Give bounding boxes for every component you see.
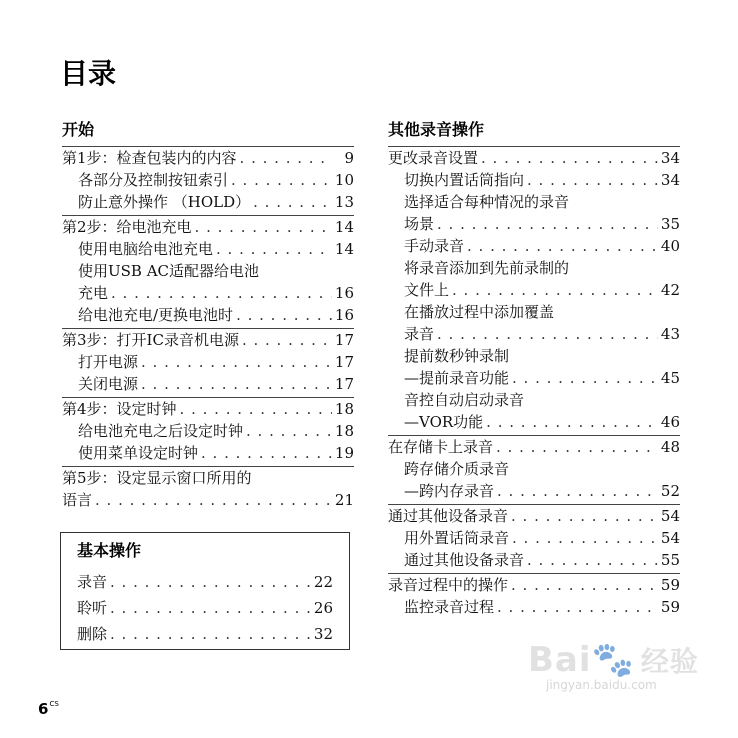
toc-group [388, 505, 680, 573]
toc-entry [62, 398, 354, 420]
toc-entry-title: 场景 [404, 215, 435, 233]
toc-left-column [62, 118, 354, 513]
toc-leader-dots [497, 596, 658, 618]
toc-entry-page: 45 [660, 369, 680, 387]
toc-entry-title: 音控自动启动录音 [404, 391, 525, 409]
toc-entry-title: 在播放过程中添加覆盖 [404, 303, 555, 321]
toc-entry-title: 更改录音设置 [388, 149, 479, 167]
toc-entry-page: 14 [334, 218, 354, 236]
toc-entry-page: 40 [660, 237, 680, 255]
toc-entry-page: 9 [344, 149, 354, 167]
toc-entry [388, 596, 680, 618]
toc-leader-dots [231, 169, 332, 191]
toc-entry [388, 213, 680, 235]
toc-leader-dots [437, 213, 658, 235]
toc-entry [388, 574, 680, 596]
toc-entry-page: 16 [334, 284, 354, 302]
toc-entry-page: 59 [660, 598, 680, 616]
toc-entry-page: 59 [660, 576, 680, 594]
toc-leader-dots [511, 574, 658, 596]
toc-leader-dots [110, 569, 311, 595]
toc-group-list [77, 569, 333, 647]
toc-entry [62, 329, 354, 351]
toc-entry [388, 323, 680, 345]
toc-entry [77, 595, 333, 621]
baidu-logo-cn: 经验 [640, 645, 699, 678]
toc-entry [388, 505, 680, 527]
toc-leader-dots [481, 147, 658, 169]
section-heading-basic: 基本操作 [77, 541, 142, 560]
toc-entry-page: 16 [334, 306, 354, 324]
toc-entry [388, 389, 680, 411]
toc-entry-title: 关闭电源 [78, 375, 139, 393]
toc-entry [62, 373, 354, 395]
toc-entry [388, 345, 680, 367]
toc-entry-title: 选择适合每种情况的录音 [404, 193, 570, 211]
toc-entry [62, 147, 354, 169]
page-number [38, 700, 59, 718]
toc-entry [388, 279, 680, 301]
toc-entry-title: 第3步：打开IC录音机电源 [62, 331, 239, 349]
toc-entry-title: 文件上 [404, 281, 450, 299]
toc-entry [62, 442, 354, 464]
toc-leader-dots [512, 367, 658, 389]
page-number-value: 6 [38, 700, 49, 718]
toc-leader-dots [180, 398, 332, 420]
toc-group [62, 329, 354, 397]
page-number-suffix: CS [49, 700, 59, 708]
toc-entry-title: 录音 [404, 325, 435, 343]
toc-entry-title: 防止意外操作 （HOLD） [78, 193, 251, 211]
toc-entry [388, 169, 680, 191]
toc-entry-title: 用外置话筒录音 [404, 529, 510, 547]
toc-entry-title: 使用电脑给电池充电 [78, 240, 214, 258]
toc-entry [62, 282, 354, 304]
toc-entry [388, 147, 680, 169]
toc-entry [62, 169, 354, 191]
toc-entry-title: 第2步：给电池充电 [62, 218, 192, 236]
toc-group [62, 467, 354, 513]
toc-entry-page: 21 [334, 491, 354, 509]
baidu-watermark [528, 640, 718, 714]
toc-leader-dots [111, 282, 332, 304]
toc-entry [62, 260, 354, 282]
toc-entry [388, 549, 680, 571]
toc-entry-page: 42 [660, 281, 680, 299]
toc-leader-dots [110, 621, 311, 647]
toc-entry [62, 304, 354, 326]
toc-entry [388, 458, 680, 480]
toc-group-list [388, 146, 680, 620]
toc-leader-dots [253, 191, 332, 213]
toc-entry-page: 43 [660, 325, 680, 343]
toc-group [62, 147, 354, 215]
toc-entry-page: 17 [334, 353, 354, 371]
toc-leader-dots [452, 279, 658, 301]
toc-group [62, 216, 354, 328]
toc-entry [62, 420, 354, 442]
toc-leader-dots [95, 489, 332, 511]
toc-leader-dots [201, 442, 332, 464]
toc-entry-page: 48 [660, 438, 680, 456]
toc-entry-title: —提前录音功能 [404, 369, 510, 387]
watermark-url: jingyan.baidu.com [546, 678, 657, 692]
toc-leader-dots [497, 480, 658, 502]
toc-entry-title: 切换内置话筒指向 [404, 171, 525, 189]
toc-leader-dots [240, 147, 333, 169]
toc-entry [388, 367, 680, 389]
toc-entry-page: 34 [660, 171, 680, 189]
page-title: 目录 [60, 57, 117, 90]
toc-entry-page: 14 [334, 240, 354, 258]
toc-entry-title: 录音过程中的操作 [388, 576, 509, 594]
toc-entry-page: 32 [313, 625, 333, 643]
toc-entry-title: 删除 [77, 625, 108, 643]
toc-entry-title: 将录音添加到先前录制的 [404, 259, 570, 277]
toc-right-column [388, 118, 680, 620]
toc-leader-dots [141, 351, 332, 373]
toc-entry [388, 411, 680, 433]
toc-entry-title: 在存储卡上录音 [388, 438, 494, 456]
toc-entry-page: 13 [334, 193, 354, 211]
toc-entry-page: 52 [660, 482, 680, 500]
section-heading-start: 开始 [62, 120, 95, 139]
toc-leader-dots [242, 329, 332, 351]
toc-group [388, 436, 680, 504]
toc-entry [77, 569, 333, 595]
toc-entry [62, 489, 354, 511]
toc-entry [77, 621, 333, 647]
toc-leader-dots [512, 527, 658, 549]
toc-entry-title: 通过其他设备录音 [388, 507, 509, 525]
toc-leader-dots [527, 169, 658, 191]
toc-entry-title: 提前数秒钟录制 [404, 347, 510, 365]
toc-entry-title: —VOR功能 [404, 413, 484, 431]
toc-leader-dots [496, 436, 658, 458]
toc-entry-title: 各部分及控制按钮索引 [78, 171, 229, 189]
toc-group [62, 398, 354, 466]
toc-entry [388, 480, 680, 502]
toc-entry-title: 录音 [77, 573, 108, 591]
toc-group [388, 574, 680, 620]
toc-entry-page: 18 [334, 400, 354, 418]
toc-entry-title: 打开电源 [78, 353, 139, 371]
toc-leader-dots [437, 323, 658, 345]
basic-operations-box [60, 532, 350, 650]
toc-entry-title: 跨存储介质录音 [404, 460, 510, 478]
toc-entry [388, 235, 680, 257]
toc-leader-dots [527, 549, 658, 571]
toc-entry-page: 17 [334, 375, 354, 393]
toc-entry-page: 17 [334, 331, 354, 349]
toc-leader-dots [467, 235, 658, 257]
toc-leader-dots [216, 238, 332, 260]
toc-entry-page: 54 [660, 507, 680, 525]
toc-entry-title: 充电 [78, 284, 109, 302]
toc-entry [388, 527, 680, 549]
toc-leader-dots [486, 411, 658, 433]
toc-entry-page: 26 [313, 599, 333, 617]
toc-entry-title: 给电池充电之后设定时钟 [78, 422, 244, 440]
toc-entry-title: 第5步：设定显示窗口所用的 [62, 469, 252, 487]
toc-entry-page: 46 [660, 413, 680, 431]
toc-entry-title: 第4步：设定时钟 [62, 400, 177, 418]
toc-leader-dots [246, 420, 332, 442]
toc-leader-dots [141, 373, 332, 395]
toc-entry-page: 54 [660, 529, 680, 547]
toc-entry-title: 第1步：检查包装内的内容 [62, 149, 237, 167]
toc-entry-page: 10 [334, 171, 354, 189]
toc-entry-page: 18 [334, 422, 354, 440]
baidu-logo: Bai🐾 经验 [528, 640, 699, 680]
toc-entry-title: 聆听 [77, 599, 108, 617]
toc-entry [62, 216, 354, 238]
baidu-logo-text: Bai [528, 640, 592, 680]
toc-leader-dots [511, 505, 658, 527]
toc-entry [388, 257, 680, 279]
toc-entry [62, 467, 354, 489]
toc-entry [388, 301, 680, 323]
toc-leader-dots [195, 216, 332, 238]
toc-entry [388, 191, 680, 213]
toc-entry-page: 55 [660, 551, 680, 569]
toc-entry-page: 22 [313, 573, 333, 591]
toc-entry-page: 19 [334, 444, 354, 462]
toc-leader-dots [236, 304, 332, 326]
toc-entry [388, 436, 680, 458]
section-heading-other-recording: 其他录音操作 [388, 120, 485, 139]
toc-entry-title: 监控录音过程 [404, 598, 495, 616]
toc-entry-title: 手动录音 [404, 237, 465, 255]
toc-entry-page: 34 [660, 149, 680, 167]
toc-group-list [62, 146, 354, 513]
toc-entry-title: 给电池充电/更换电池时 [78, 306, 234, 324]
toc-entry-title: 使用菜单设定时钟 [78, 444, 199, 462]
toc-entry-title: 语言 [62, 491, 93, 509]
toc-leader-dots [110, 595, 311, 621]
toc-group [388, 147, 680, 435]
toc-entry [62, 238, 354, 260]
toc-entry-page: 35 [660, 215, 680, 233]
toc-entry-title: 通过其他设备录音 [404, 551, 525, 569]
toc-entry [62, 191, 354, 213]
toc-entry-title: 使用USB AC适配器给电池 [78, 262, 260, 280]
toc-entry-title: —跨内存录音 [404, 482, 495, 500]
toc-entry [62, 351, 354, 373]
